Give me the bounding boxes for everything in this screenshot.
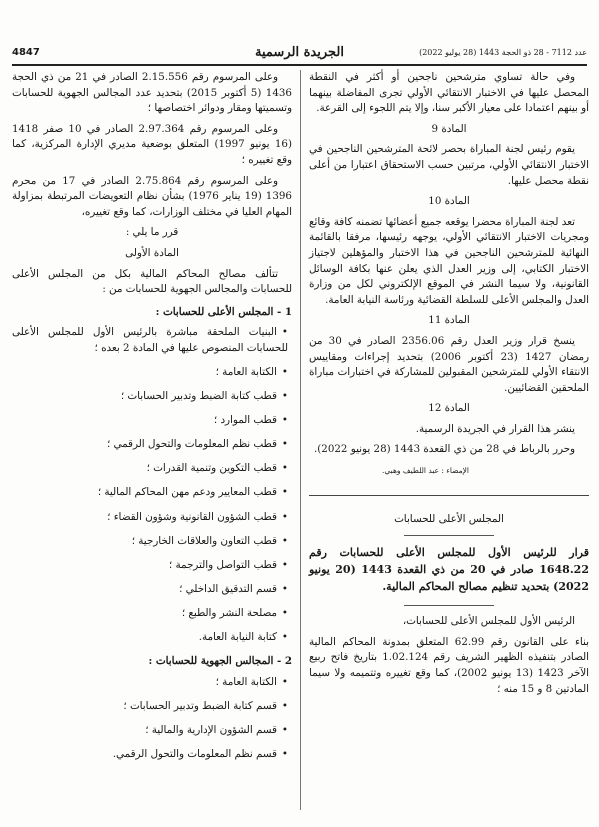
article-11-title: المادة 11 (428, 314, 470, 327)
list-item: • البنيات الملحقة مباشرة بالرئيس الأول للمجلس الأعلى للحسابات المنصوص عليها في المادة 2 بعده ؛ (12, 325, 288, 356)
page-number: 4847 (12, 47, 40, 58)
subsection-1-list (12, 325, 292, 645)
issue-info: عدد 7112 - 28 ذو الحجة 1443 (28 يوليو 2022) (419, 48, 587, 57)
decision-title: قرار للرئيس الأول للمجلس الأعلى للحسابات رقم 1648.22 صادر في 20 من ذي القعدة 1443 (20 يونيو 2022) بتحديد تنظيم مصالح المحاكم المالية. (309, 546, 589, 594)
list-item: • كتابة النيابة العامة. (12, 630, 288, 646)
tiebreak-paragraph: وفي حالة تساوي مترشحين ناجحين أو أكثر في النقطة المحصل عليها في الاختبار الانتقائي الأولي تجرى المفاضلة بينهما أو بينهم اعتمادا على معيار الأكبر سنا، وإلا يتم اللجوء إلى القرعة. (309, 71, 589, 115)
list-item: • قطب التكوين وتنمية القدرات ؛ (12, 461, 288, 477)
page-header (12, 45, 587, 63)
article-10-text: تعد لجنة المباراة محضرا يوقعه جميع أعضائها تضمنه كافة وقائع ومجريات الاختبار الانتقائي الأولي، يوجهه رئيسها، مرفقا بالقائمة النهائية للمترشحين الناجحين في هذا الاختبار والمؤهلين لاجتياز الاختبار الكتابي، إلى وزير العدل الذي يعلن عنها بكافة الوسائل القانونية، ولا سيما النشر في الموقع الإلكتروني لكل من وزارة العدل والمجلس الأعلى للسلطة القضائية ورئاسة النيابة العامة. (309, 215, 589, 306)
short-divider-2 (404, 605, 494, 606)
gazette-title: الجريدة الرسمية (255, 45, 344, 60)
article-11-text: ينسخ قرار وزير العدل رقم 2356.06 الصادر في 30 من رمضان 1427 (23 أكتوبر 2006) بتحديد إجراءات ومقاييس الانتقاء الأولي للمترشحين المقبولين للمشاركة في اختبارات مباراة الملحقين القضائيين. (309, 334, 589, 394)
column-separator (300, 70, 301, 810)
section-title: المجلس الأعلى للحسابات (394, 512, 504, 525)
article-10-title: المادة 10 (428, 195, 470, 208)
article-1-text: تتألف مصالح المحاكم المالية بكل من المجلس الأعلى للحسابات والمجالس الجهوية للحسابات من : (12, 267, 292, 296)
preamble-decree-allowances: وعلى المرسوم رقم 2.75.864 الصادر في 17 من محرم 1396 (19 يناير 1976) بشأن نظام التعويضات المرتبطة بمزاولة المهام العليا في مختلف الوزارات، كما وقع تغييره، (12, 174, 292, 218)
header-rule (12, 64, 587, 66)
list-item: • الكتابة العامة ؛ (12, 675, 288, 691)
list-item: • قسم التدقيق الداخلي ؛ (12, 582, 288, 598)
article-9-title: المادة 9 (431, 122, 467, 135)
article-9-text: يقوم رئيس لجنة المباراة بحصر لائحة المترشحين الناجحين في الاختبار الانتقائي الأولي، مرتبين حسب الاستحقاق اعتبارا من أعلى نقطة محصل عليها. (309, 143, 589, 187)
preamble-law: بناء على القانون رقم 62.99 المتعلق بمدونة المحاكم المالية الصادر بتنفيذه الظهير الشريف رقم 1.02.124 بتاريخ فاتح ربيع الآخر 1423 (13 يونيو 2002)، كما وقع تغييره وتتميمه ولا سيما المادتين 8 و 15 منه ؛ (309, 635, 589, 695)
right-column (309, 70, 589, 702)
article-12-title: المادة 12 (428, 402, 470, 415)
list-item: • قطب التعاون والعلاقات الخارجية ؛ (12, 534, 288, 550)
issuer: الرئيس الأول للمجلس الأعلى للحسابات، (402, 615, 575, 628)
signed-at: وحرر بالرباط في 28 من ذي القعدة 1443 (28 يونيو 2022). (313, 443, 575, 456)
list-item: • مصلحة النشر والطبع ؛ (12, 606, 288, 622)
subsection-1-title: 1 - المجلس الأعلى للحسابات : (155, 305, 292, 318)
preamble-decree-regional: وعلى المرسوم رقم 2.15.556 الصادر في 21 من ذي الحجة 1436 (5 أكتوبر 2015) بتحديد عدد المجالس الجهوية للحسابات وتسميتها ومقار ودوائر اختصاصها ؛ (12, 71, 292, 115)
list-item: • قطب المعايير ودعم مهن المحاكم المالية ؛ (12, 485, 288, 501)
list-item: • قسم كتابة الضبط وتدبير الحسابات ؛ (12, 699, 288, 715)
list-item: • قطب التواصل والترجمة ؛ (12, 558, 288, 574)
article-1-title: المادة الأولى (125, 246, 179, 259)
list-item: • قسم نظم المعلومات والتحول الرقمي. (12, 747, 288, 763)
decides: قرر ما يلي : (125, 226, 179, 239)
subsection-2-title: 2 - المجالس الجهوية للحسابات : (148, 655, 292, 668)
short-divider (404, 535, 494, 536)
list-item: • قطب الموارد ؛ (12, 413, 288, 429)
list-item: • قطب كتابة الضبط وتدبير الحسابات ؛ (12, 389, 288, 405)
signature: الإمضاء : عبد اللطيف وهبي. (382, 466, 469, 476)
list-item: • قطب نظم المعلومات والتحول الرقمي ؛ (12, 437, 288, 453)
article-12-text: ينشر هذا القرار في الجريدة الرسمية. (415, 422, 575, 435)
preamble-decree-directors: وعلى المرسوم رقم 2.97.364 الصادر في 10 صفر 1418 (16 يونيو 1997) المتعلق بوضعية مديري الإدارة المركزية، كما وقع تغييره ؛ (12, 122, 292, 166)
left-column (12, 70, 292, 771)
list-item: • الكتابة العامة ؛ (12, 365, 288, 381)
section-divider (309, 495, 589, 496)
subsection-2-list (12, 675, 292, 763)
list-item: • قسم الشؤون الإدارية والمالية ؛ (12, 723, 288, 739)
list-item: • قطب الشؤون القانونية وشؤون القضاء ؛ (12, 510, 288, 526)
